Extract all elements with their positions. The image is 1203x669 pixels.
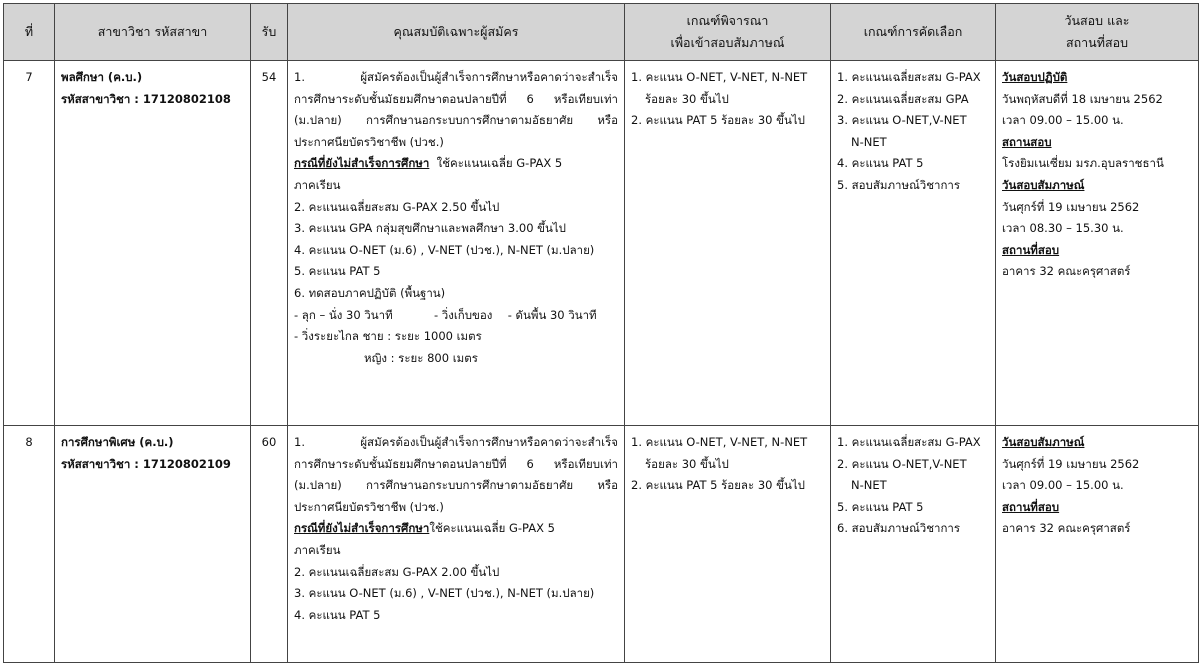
exam-cell: [996, 426, 1199, 663]
qual-line: การศึกษาระดับชั้นมัธยมศึกษาตอนปลายปีที่ 6 หรือเทียบเท่า: [294, 91, 618, 106]
header-qualifications: คุณสมบัติเฉพาะผู้สมัคร: [288, 4, 625, 61]
major-name: การศึกษาพิเศษ (ค.บ.): [61, 435, 174, 449]
selection-criteria-cell: [831, 61, 996, 426]
exam-heading: สถานที่สอบ: [1002, 499, 1060, 514]
exam-heading: สถานที่สอบ: [1002, 242, 1060, 257]
selection-item: 1. คะแนนเฉลี่ยสะสม G-PAX: [837, 435, 981, 449]
qual-item: 2. คะแนนเฉลี่ยสะสม G-PAX 2.50 ขึ้นไป: [294, 199, 500, 214]
qual-line: ภาคเรียน: [294, 177, 341, 192]
major-code: รหัสสาขาวิชา : 17120802108: [61, 91, 231, 106]
header-exam: [996, 4, 1199, 61]
exam-place: โรงยิมเนเซี่ยม มรภ.อุบลราชธานี: [1002, 156, 1164, 171]
exam-date: วันพฤหัสบดีที่ 18 เมษายน 2562: [1002, 91, 1163, 106]
case-text: ใช้คะแนนเฉลี่ย G-PAX 5: [436, 156, 563, 171]
major-code: รหัสสาขาวิชา : 17120802109: [61, 456, 231, 471]
header-interview-criteria-line2: เพื่อเข้าสอบสัมภาษณ์: [670, 35, 785, 50]
major-cell: [55, 61, 251, 426]
major-name: พลศึกษา (ค.บ.): [61, 70, 143, 84]
test-run-men: - วิ่งระยะไกล ชาย : ระยะ 1000 เมตร: [294, 329, 482, 344]
exam-place: อาคาร 32 คณะครุศาสตร์: [1002, 264, 1131, 279]
exam-heading: วันสอบสัมภาษณ์: [1002, 435, 1085, 449]
header-interview-criteria: [625, 4, 831, 61]
header-no: ที่: [4, 4, 55, 61]
selection-item: 2. คะแนนเฉลี่ยสะสม GPA: [837, 91, 969, 106]
qualifications-cell: [288, 426, 625, 663]
header-exam-line1: วันสอบ และ: [1064, 13, 1130, 28]
selection-item: 3. คะแนน O-NET,V-NET: [837, 113, 967, 128]
selection-item: 5. สอบสัมภาษณ์วิชาการ: [837, 177, 961, 192]
exam-place: อาคาร 32 คณะครุศาสตร์: [1002, 521, 1131, 536]
seats-count: 60: [251, 426, 288, 663]
test-situp: - ลุก – นั่ง 30 วินาที: [294, 307, 393, 322]
qual-item: 4. คะแนน O-NET (ม.6) , V-NET (ปวช.), N-NET (ม.ปลาย): [294, 242, 595, 257]
table-row: [4, 426, 1199, 663]
qualifications-cell: [288, 61, 625, 426]
selection-item: 4. คะแนน PAT 5: [837, 156, 924, 171]
criteria-line: 1. คะแนน O-NET, V-NET, N-NET: [631, 70, 808, 84]
qual-line: ประกาศนียบัตรวิชาชีพ (ปวช.): [294, 499, 444, 514]
header-exam-line2: สถานที่สอบ: [1065, 35, 1129, 50]
header-major: สาขาวิชา รหัสสาขา: [55, 4, 251, 61]
qual-case-line: [294, 518, 618, 540]
qual-item: 5. คะแนน PAT 5: [294, 264, 381, 279]
exam-time: เวลา 08.30 – 15.30 น.: [1002, 221, 1124, 236]
qual-item: 3. คะแนน O-NET (ม.6) , V-NET (ปวช.), N-NET (ม.ปลาย): [294, 586, 595, 601]
criteria-line: 2. คะแนน PAT 5 ร้อยละ 30 ขึ้นไป: [631, 113, 805, 128]
qual-line: ประกาศนียบัตรวิชาชีพ (ปวช.): [294, 134, 444, 149]
qual-item: 2. คะแนนเฉลี่ยสะสม G-PAX 2.00 ขึ้นไป: [294, 564, 500, 579]
criteria-line: 2. คะแนน PAT 5 ร้อยละ 30 ขึ้นไป: [631, 478, 805, 493]
qual-line: การศึกษาระดับชั้นมัธยมศึกษาตอนปลายปีที่ 6 หรือเทียบเท่า: [294, 456, 618, 471]
exam-date: วันศุกร์ที่ 19 เมษายน 2562: [1002, 456, 1140, 471]
header-row: [4, 4, 1199, 61]
selection-item: 5. คะแนน PAT 5: [837, 499, 924, 514]
interview-criteria-cell: [625, 61, 831, 426]
exam-heading: สถานสอบ: [1002, 134, 1052, 149]
qual-line: (ม.ปลาย) การศึกษานอกระบบการศึกษาตามอัธยาศัย หรือ: [294, 113, 618, 128]
admission-table: [3, 3, 1199, 663]
test-line: [294, 305, 618, 327]
test-shuttle: - วิ่งเก็บของ: [433, 307, 493, 322]
exam-heading: วันสอบสัมภาษณ์: [1002, 177, 1085, 192]
exam-date: วันศุกร์ที่ 19 เมษายน 2562: [1002, 199, 1140, 214]
qual-line: (ม.ปลาย) การศึกษานอกระบบการศึกษาตามอัธยาศัย หรือ: [294, 478, 618, 493]
qual-item: 4. คะแนน PAT 5: [294, 607, 381, 622]
case-title: กรณีที่ยังไม่สำเร็จการศึกษา: [294, 156, 430, 171]
qual-line: ภาคเรียน: [294, 542, 341, 557]
criteria-line: ร้อยละ 30 ขึ้นไป: [645, 91, 729, 106]
exam-heading: วันสอบปฏิบัติ: [1002, 70, 1068, 84]
selection-item: 6. สอบสัมภาษณ์วิชาการ: [837, 521, 961, 536]
qual-case-line: [294, 153, 618, 175]
header-selection-criteria: เกณฑ์การคัดเลือก: [831, 4, 996, 61]
criteria-line: 1. คะแนน O-NET, V-NET, N-NET: [631, 435, 808, 449]
major-cell: [55, 426, 251, 663]
row-number: 8: [4, 426, 55, 663]
case-title: กรณีที่ยังไม่สำเร็จการศึกษา: [294, 521, 430, 536]
test-run-women: หญิง : ระยะ 800 เมตร: [364, 350, 478, 365]
qual-line: 1. ผู้สมัครต้องเป็นผู้สำเร็จการศึกษาหรือคาดว่าจะสำเร็จ: [294, 70, 618, 84]
row-number: 7: [4, 61, 55, 426]
selection-item: 2. คะแนน O-NET,V-NET: [837, 456, 967, 471]
qual-line: 1. ผู้สมัครต้องเป็นผู้สำเร็จการศึกษาหรือคาดว่าจะสำเร็จ: [294, 435, 618, 449]
qual-item: 3. คะแนน GPA กลุ่มสุขศึกษาและพลศึกษา 3.00 ขึ้นไป: [294, 221, 566, 236]
exam-time: เวลา 09.00 – 15.00 น.: [1002, 478, 1124, 493]
table-row: [4, 61, 1199, 426]
exam-cell: [996, 61, 1199, 426]
header-seats: รับ: [251, 4, 288, 61]
criteria-line: ร้อยละ 30 ขึ้นไป: [645, 456, 729, 471]
seats-count: 54: [251, 61, 288, 426]
selection-item: N-NET: [851, 478, 887, 493]
case-text: ใช้คะแนนเฉลี่ย G-PAX 5: [429, 521, 555, 536]
qual-item: 6. ทดสอบภาคปฏิบัติ (พื้นฐาน): [294, 285, 446, 300]
interview-criteria-cell: [625, 426, 831, 663]
selection-criteria-cell: [831, 426, 996, 663]
selection-item: N-NET: [851, 134, 887, 149]
header-interview-criteria-line1: เกณฑ์พิจารณา: [686, 13, 769, 28]
exam-time: เวลา 09.00 – 15.00 น.: [1002, 113, 1124, 128]
selection-item: 1. คะแนนเฉลี่ยสะสม G-PAX: [837, 70, 981, 84]
test-pushup: - ดันพื้น 30 วินาที: [507, 307, 597, 322]
